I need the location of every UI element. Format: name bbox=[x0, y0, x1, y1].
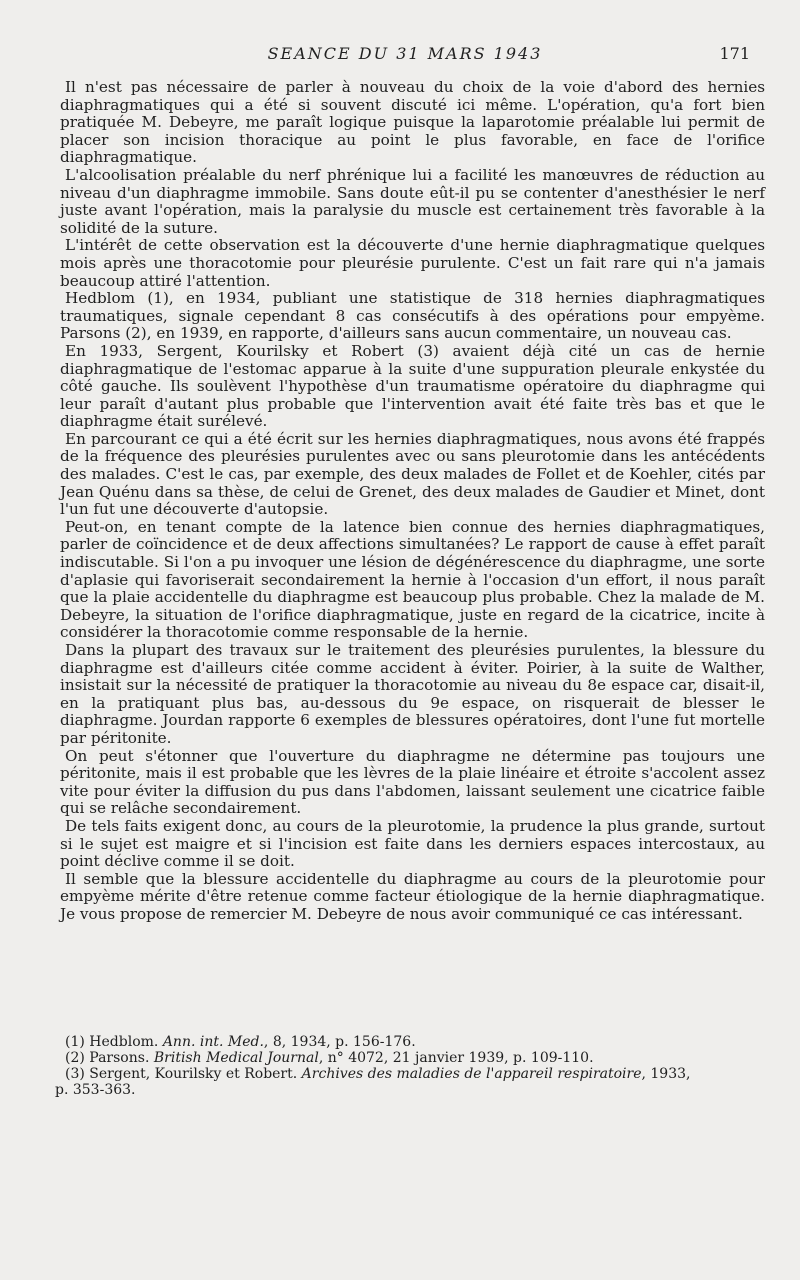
page-number: 171 bbox=[719, 44, 750, 63]
footnote bbox=[60, 1034, 765, 1050]
footnote-tail: p. 353-363. bbox=[55, 1082, 136, 1098]
footnote-details: , 8, 1934, p. 156-176. bbox=[263, 1034, 416, 1050]
paragraph: L'alcoolisation préalable du nerf phrénique lui a facilité les manœuvres de réduction au niveau d'un diaphragme immobile. Sans doute eût-il pu se contenter d'anesthésier le nerf juste avant l'opération, mais la paralysie du muscle est certainement très favorable à la solidité de la suture. bbox=[60, 165, 765, 237]
paragraph: Il semble que la blessure accidentelle du diaphragme au cours de la pleurotomie pour empyème mérite d'être retenue comme facteur étiologique de la hernie diaphragmatique. Je vous propose de remercier M. Debeyre de nous avoir communiqué ce cas intéressant. bbox=[60, 869, 765, 923]
footnote bbox=[60, 1050, 765, 1066]
paragraph: Dans la plupart des travaux sur le traitement des pleurésies purulentes, la blessure du diaphragme est d'ailleurs citée comme accident à éviter. Poirier, à la suite de Walther, insistait sur la nécessité de pratiquer la thoracotomie au niveau du 8e espace car, disait-il, en la pratiquant plus bas, au-dessous du 9e espace, on risquerait de blesser le diaphragme. Jourdan rapporte 6 exemples de blessures opératoires, dont l'une fut mortelle par péritonite. bbox=[60, 641, 765, 747]
footnote-journal: Archives des maladies de l'appareil respiratoire bbox=[301, 1066, 642, 1082]
footnote-number: (3) bbox=[65, 1066, 85, 1082]
footnote-details: , n° 4072, 21 janvier 1939, p. 109-110. bbox=[318, 1050, 594, 1066]
body-text bbox=[60, 79, 765, 924]
paragraph: Il n'est pas nécessaire de parler à nouveau du choix de la voie d'abord des hernies diaphragmatiques qui a été si souvent discuté ici même. L'opération, qu'a fort bien pratiquée M. Debeyre, me paraît logique puisque la laparotomie préalable lui permit de placer son incision thoracique au point le plus favorable, en face de l'orifice diaphragmatique. bbox=[60, 78, 765, 167]
paragraph: En parcourant ce qui a été écrit sur les hernies diaphragmatiques, nous avons été frappés de la fréquence des pleurésies purulentes avec ou sans pleurotomie dans les antécédents des malades. C'est le cas, par exemple, des deux malades de Follet et de Koehler, cités par Jean Quénu dans sa thèse, de celui de Grenet, des deux malades de Gaudier et Minet, dont l'un fut une découverte d'autopsie. bbox=[60, 429, 765, 519]
paragraph: L'intérêt de cette observation est la découverte d'une hernie diaphragmatique quelques mois après une thoracotomie pour pleurésie purulente. C'est un fait rare qui n'a jamais beaucoup attiré l'attention. bbox=[60, 236, 765, 290]
footnote-author: Parsons. bbox=[89, 1050, 150, 1066]
footnote-journal: British Medical Journal bbox=[153, 1050, 319, 1066]
footnotes bbox=[55, 1034, 765, 1098]
footnote-number: (2) bbox=[65, 1050, 85, 1066]
footnote bbox=[55, 1066, 765, 1098]
running-head: SEANCE DU 31 MARS 1943 bbox=[267, 44, 543, 63]
footnote-author: Sergent, Kourilsky et Robert. bbox=[89, 1066, 298, 1082]
paragraph: Hedblom (1), en 1934, publiant une statistique de 318 hernies diaphragmatiques traumatiques, signale cependant 8 cas consécutifs à des opérations pour empyème. Parsons (2), en 1939, en rapporte, d'ailleurs sans aucun commentaire, un nouveau cas. bbox=[60, 289, 765, 343]
footnote-details: , 1933, bbox=[641, 1066, 691, 1082]
footnote-number: (1) bbox=[65, 1034, 85, 1050]
paragraph: De tels faits exigent donc, au cours de la pleurotomie, la prudence la plus grande, surtout si le sujet est maigre et si l'incision est faite dans les derniers espaces intercostaux, au point déclive comme il se doit. bbox=[60, 816, 765, 871]
paragraph: On peut s'étonner que l'ouverture du diaphragme ne détermine pas toujours une péritonite, mais il est probable que les lèvres de la plaie linéaire et étroite s'accolent assez vite pour éviter la diffusion du pus dans l'abdomen, laissant seulement une cicatrice faible qui se relâche secondairement. bbox=[60, 746, 765, 818]
footnote-journal: Ann. int. Med. bbox=[162, 1034, 264, 1050]
footnote-author: Hedblom. bbox=[89, 1034, 159, 1050]
paragraph: Peut-on, en tenant compte de la latence bien connue des hernies diaphragmatiques, parler de coïncidence et de deux affections simultanées? Le rapport de cause à effet paraît indiscutable. Si l'on a pu invoquer une lésion de dégénérescence du diaphragme, une sorte d'aplasie qui favoriserait secondairement la hernie à l'occasion d'un effort, il nous paraît que la plaie accidentelle du diaphragme est beaucoup plus probable. Chez la malade de M. Debeyre, la situation de l'orifice diaphragmatique, juste en regard de la cicatrice, incite à considérer la thoracotomie comme responsable de la hernie. bbox=[60, 517, 765, 642]
page-header bbox=[60, 44, 750, 68]
paragraph: En 1933, Sergent, Kourilsky et Robert (3) avaient déjà cité un cas de hernie diaphragmatique de l'estomac apparue à la suite d'une suppuration pleurale enkystée du côté gauche. Ils soulèvent l'hypothèse d'un traumatisme opératoire du diaphragme qui leur paraît d'autant plus probable que l'intervention avait été faite très bas et que le diaphragme était surélevé. bbox=[60, 341, 765, 431]
